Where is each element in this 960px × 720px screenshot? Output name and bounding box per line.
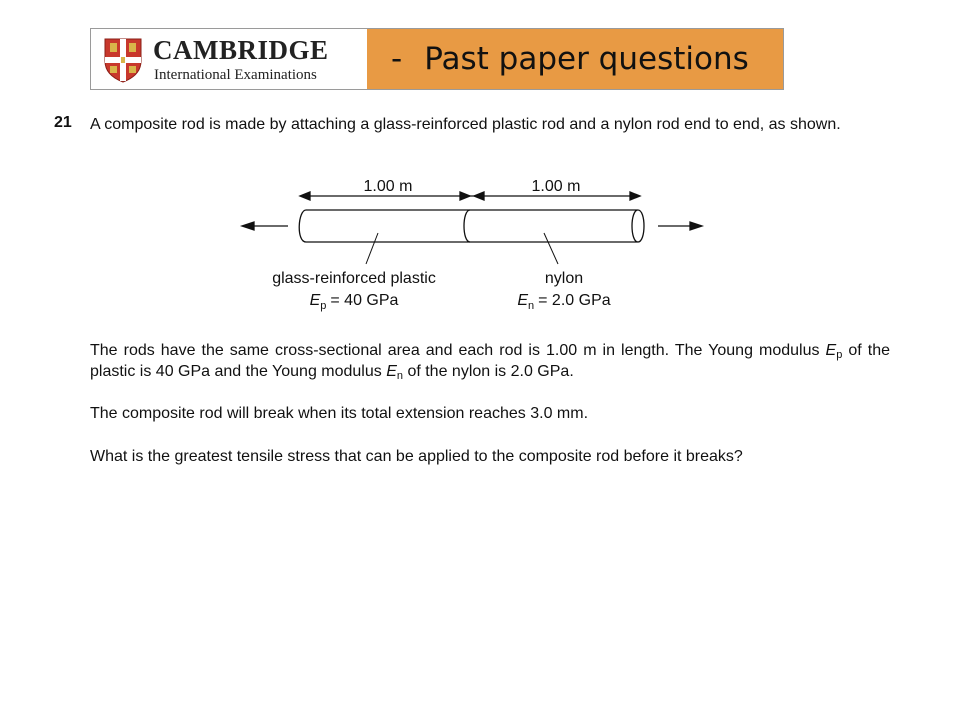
rods-text-2: of the plastic is 40 GPa and the Young modulus xyxy=(90,342,890,380)
rods-paragraph xyxy=(90,340,890,382)
banner-title-text: Past paper questions xyxy=(424,41,749,77)
banner-dash: - xyxy=(391,41,403,77)
rods-sub-2: n xyxy=(396,370,403,382)
rods-text-3: of the nylon is 2.0 GPa. xyxy=(403,363,574,380)
plastic-modulus xyxy=(310,292,399,312)
brand-subtitle: International Examinations xyxy=(154,67,317,83)
break-condition: The composite rod will break when its total extension reaches 3.0 mm. xyxy=(90,405,589,422)
rods-symbol-1: E xyxy=(825,342,837,359)
banner-title xyxy=(367,29,783,89)
crest-icon xyxy=(103,37,143,83)
right-length-label: 1.00 m xyxy=(531,178,581,195)
left-length-label: 1.00 m xyxy=(363,178,413,195)
plastic-modulus-symbol: E xyxy=(309,292,321,309)
plastic-modulus-value: = 40 GPa xyxy=(330,292,399,309)
plastic-label: glass-reinforced plastic xyxy=(272,270,436,287)
nylon-modulus xyxy=(517,292,610,312)
cambridge-logo xyxy=(91,29,367,89)
nylon-modulus-value: = 2.0 GPa xyxy=(538,292,611,309)
composite-rod-diagram xyxy=(230,170,710,315)
nylon-rod xyxy=(464,210,644,242)
plastic-modulus-sub: p xyxy=(320,300,327,312)
question-intro: A composite rod is made by attaching a glass-reinforced plastic rod and a nylon rod end to end, as shown. xyxy=(90,116,841,133)
nylon-label: nylon xyxy=(544,270,584,287)
header-banner xyxy=(90,28,784,90)
rods-text-1: The rods have the same cross-sectional area and each rod is 1.00 m in length. The Young modulus xyxy=(90,342,826,359)
nylon-modulus-sub: n xyxy=(528,300,535,312)
brand-name: CAMBRIDGE xyxy=(153,35,329,65)
question-prompt: What is the greatest tensile stress that can be applied to the composite rod before it breaks? xyxy=(90,448,743,465)
question-number: 21 xyxy=(54,114,72,131)
nylon-modulus-symbol: E xyxy=(517,292,529,309)
rods-symbol-2: E xyxy=(386,363,397,380)
rods-sub-1: p xyxy=(836,349,843,361)
plastic-rod xyxy=(299,210,470,242)
